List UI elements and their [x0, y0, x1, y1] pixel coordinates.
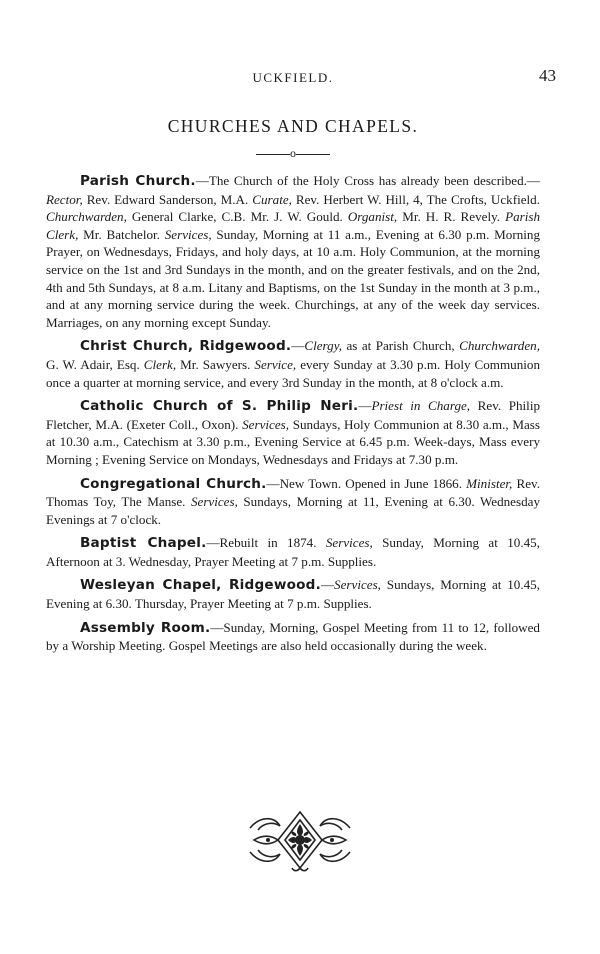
entry-role-label: Services, — [242, 416, 290, 432]
entry-role-label: Rector, — [46, 191, 83, 207]
entry-text: Sunday, Morning at 11 a.m., Evening at 6.30 p.m. Morning Prayer, on Wednesdays, Fridays, and holy days, at 10 a.m. Holy Communion, at the morning service on the 1st and 3rd Sundays in the month, and on the greater festivals, and on the 2nd, 4th and 5th Sundays, at 8 a.m. Litany and Baptisms, on the 1st Sunday in the month at 3 p.m., and at any morning service during the week. Churchings, at any of the week day services. Marriages, on any morning except Sunday. — [46, 226, 540, 330]
title-rule — [46, 147, 540, 159]
entry-text: as at Parish Church, — [342, 338, 460, 354]
entry-text: Rev. Edward Sanderson, M.A. — [82, 191, 253, 207]
entry-name: Christ Church, Ridgewood. — [80, 338, 292, 355]
entry-text: —The Church of the Holy Cross has already been described.— — [195, 173, 540, 188]
entry-text: Mr. H. R. Revely. — [397, 209, 506, 225]
entry-name: Assembly Room. — [80, 619, 211, 636]
rule-mark: o — [290, 146, 296, 160]
entry-text: Mr. Sawyers. — [176, 356, 255, 372]
entry-role-label: Services, — [164, 226, 212, 242]
entry-text: Sunday, Morning at 10.45, Afternoon at 3. Wednesday, Prayer Meeting at 7 p.m. Supplies. — [46, 535, 540, 569]
entry-text: Sundays, Morning at 11, Evening at 6.30. Wednesday Evenings at 7 o'clock. — [46, 494, 540, 527]
entry-role-label: Organist, — [347, 209, 398, 225]
entry-text: — — [358, 398, 372, 414]
entry-text: Sundays, Holy Communion at 8.30 a.m., Mass at 10.30 a.m., Catechism at 3.30 p.m., Evening Service at 6.45 p.m. Week-days, Mass every Morning ; Evening Service on Mondays, Wednesdays and Fridays at 7.30 p.m. — [46, 416, 540, 467]
entry-text: every Sunday at 3.30 p.m. Holy Communion once a quarter at morning service, and every 3rd Sunday in the month, at 8 o'clock a.m. — [46, 356, 540, 390]
entry-text: Mr. Batchelor. — [78, 226, 165, 242]
entry-name: Wesleyan Chapel, Ridgewood. — [80, 577, 321, 594]
entry-paragraph — [46, 172, 540, 331]
entry-text: —New Town. Opened in June 1866. — [266, 475, 467, 491]
entry-role-label: Services, — [325, 535, 373, 551]
floral-tailpiece-ornament-icon — [246, 808, 354, 872]
entry-paragraph — [46, 576, 540, 612]
entry-name: Baptist Chapel. — [80, 535, 207, 552]
rule-line-right — [296, 154, 330, 155]
entry-paragraph — [46, 475, 540, 529]
entry-text: —Rebuilt in 1874. — [206, 535, 326, 551]
entry-name: Catholic Church of S. Philip Neri. — [80, 398, 359, 415]
entry-role-label: Services, — [334, 577, 381, 593]
entry-role-label: Minister, — [466, 475, 513, 491]
entry-role-label: Services, — [190, 494, 238, 510]
entry-text: General Clarke, C.B. Mr. J. W. Gould. — [126, 209, 348, 225]
entry-paragraph — [46, 397, 540, 468]
entry-text: —Sunday, Morning, Gospel Meeting from 11 to 12, followed by a Worship Meeting. Gospel Meetings are also held occasionally during the week. — [46, 619, 540, 654]
entry-paragraph — [46, 534, 540, 570]
entry-role-label: Service, — [254, 356, 297, 372]
entry-text: — — [320, 577, 335, 593]
entry-text: Sundays, Morning at 10.45, Evening at 6.30. Thursday, Prayer Meeting at 7 p.m. Supplies. — [46, 577, 540, 612]
entry-name: Congregational Church. — [80, 475, 267, 492]
entry-text: Rev. Philip Fletcher, M.A. (Exeter Coll., Oxon). — [46, 398, 541, 432]
entry-paragraph — [46, 337, 540, 391]
page-number: 43 — [539, 66, 556, 85]
entry-text: — — [291, 338, 305, 354]
entry-role-label: Curate, — [252, 191, 292, 207]
entry-paragraph — [46, 619, 540, 655]
entry-role-label: Parish Clerk, — [46, 209, 541, 242]
running-header — [46, 66, 556, 88]
entry-role-label: Churchwarden, — [459, 338, 540, 354]
entry-role-label: Churchwarden, — [46, 209, 127, 225]
entry-text: Rev. Thomas Toy, The Manse. — [46, 475, 540, 510]
entry-name: Parish Church. — [80, 173, 196, 189]
entry-text: G. W. Adair, Esq. — [46, 356, 144, 372]
entries-list — [46, 172, 540, 661]
running-title: UCKFIELD. — [252, 70, 334, 85]
entry-role-label: Clergy, — [304, 338, 343, 354]
entry-role-label: Clerk, — [143, 356, 177, 372]
entry-role-label: Priest in Charge, — [371, 398, 471, 414]
rule-line-left — [256, 154, 290, 155]
section-title: CHURCHES AND CHAPELS. — [167, 116, 419, 136]
entry-text: Rev. Herbert W. Hill, 4, The Crofts, Uckfield. — [291, 191, 540, 207]
